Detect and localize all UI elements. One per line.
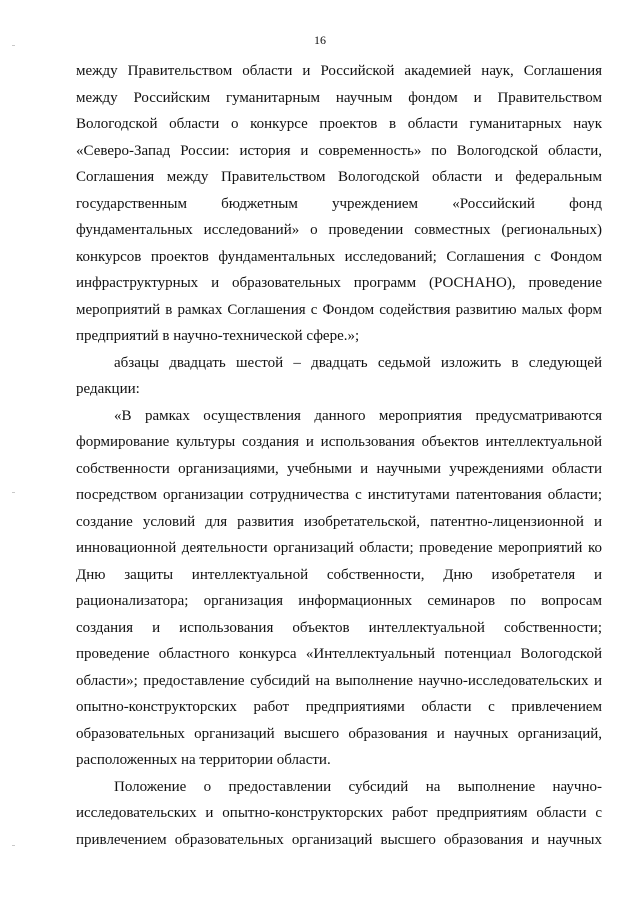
text-line: Дню защиты интеллектуальной собственности, Дню изобретателя и xyxy=(76,566,602,583)
text-line: проведение областного конкурса «Интеллектуальный потенциал Вологодской xyxy=(76,646,602,662)
text-line: «Северо-Запад России: история и современность» по Вологодской области, xyxy=(76,142,602,159)
text-line: привлечением образовательных организаций высшего образования и научных xyxy=(76,831,602,848)
text-line: предприятий в научно-технической сфере.»; xyxy=(76,328,360,344)
text-line: «В рамках осуществления данного мероприятия предусматриваются xyxy=(114,407,602,424)
text-line: фундаментальных исследований» о проведении совместных (региональных) xyxy=(76,222,602,238)
text-line: редакции: xyxy=(76,381,140,397)
text-line: опытно-конструкторских работ предприятиями области с привлечением xyxy=(76,699,602,715)
text-line: между Правительством области и Российской академией наук, Соглашения xyxy=(76,63,602,79)
text-line: мероприятий в рамках Соглашения с Фондом содействия развитию малых форм xyxy=(76,301,602,318)
text-line: рационализатора; организация информационных семинаров по вопросам xyxy=(76,593,602,609)
text-line: исследовательских и опытно-конструкторских работ предприятиям области с xyxy=(76,805,602,821)
text-line: конкурсов проектов фундаментальных исследований; Соглашения с Фондом xyxy=(76,248,602,265)
paragraph-new-wording xyxy=(76,403,602,774)
text-line: Соглашения между Правительством Вологодской области и федеральным xyxy=(76,169,602,185)
text-line: абзацы двадцать шестой – двадцать седьмой изложить в следующей xyxy=(114,354,602,371)
paragraph-amendment xyxy=(76,350,602,403)
paragraph-continuation xyxy=(76,58,602,350)
text-line: формирование культуры создания и использования объектов интеллектуальной xyxy=(76,434,602,450)
text-line: инфраструктурных и образовательных программ (РОСНАНО), проведение xyxy=(76,275,602,291)
text-line: посредством организации сотрудничества с институтами патентования области; xyxy=(76,487,602,503)
scan-mark xyxy=(12,845,15,846)
text-line: государственным бюджетным учреждением «Российский фонд xyxy=(76,195,602,212)
document-body xyxy=(76,58,602,853)
text-line: между Российским гуманитарным научным фондом и Правительством xyxy=(76,89,602,106)
text-line: создания и использования объектов интеллектуальной собственности; xyxy=(76,619,602,636)
page-number: 16 xyxy=(314,33,326,47)
text-line: Положение о предоставлении субсидий на выполнение научно- xyxy=(114,778,602,795)
text-line: образовательных организаций высшего образования и научных организаций, xyxy=(76,725,602,742)
paragraph-regulation xyxy=(76,774,602,854)
text-line: создание условий для развития изобретательской, патентно-лицензионной и xyxy=(76,513,602,530)
text-line: собственности организациями, учебными и научными учреждениями области xyxy=(76,460,602,477)
text-line: Вологодской области о конкурсе проектов в области гуманитарных наук xyxy=(76,116,602,132)
text-line: области»; предоставление субсидий на выполнение научно-исследовательских и xyxy=(76,672,602,689)
text-line: инновационной деятельности организаций области; проведение мероприятий ко xyxy=(76,540,602,556)
scan-mark xyxy=(12,492,15,493)
text-line: расположенных на территории области. xyxy=(76,752,331,768)
